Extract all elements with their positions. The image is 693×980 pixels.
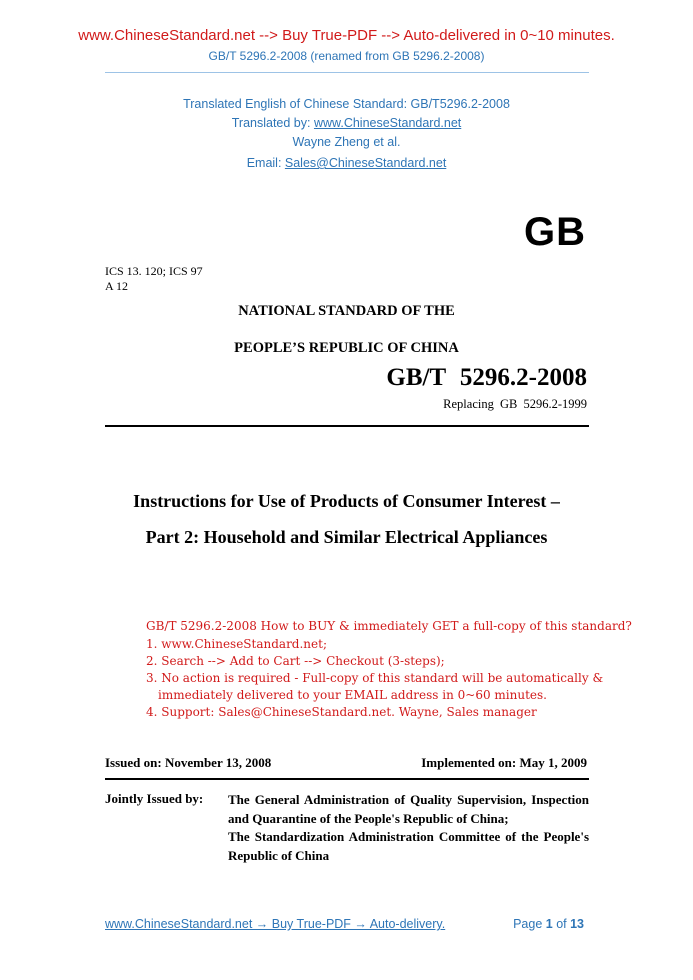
header-divider xyxy=(105,72,589,73)
gb-mark: GB xyxy=(524,210,586,254)
standard-number: GB/T 5296.2-2008 xyxy=(386,364,587,391)
issuer-aqsiq: The General Administration of Quality Supervision, Inspection and Quarantine of the People's Republic of China; xyxy=(228,792,589,826)
national-standard-line1: NATIONAL STANDARD OF THE xyxy=(238,303,455,319)
translated-by-label: Translated by: xyxy=(231,116,314,130)
page-total: 13 xyxy=(570,917,584,931)
page-number: 1 xyxy=(545,917,553,931)
translated-by-link[interactable]: www.ChineseStandard.net xyxy=(313,116,462,130)
jointly-issued-body xyxy=(228,791,589,865)
buy-info-item: 3. No action is required - Full-copy of this standard will be automatically & xyxy=(146,671,604,685)
top-banner: www.ChineseStandard.net --> Buy True-PDF --> Auto-delivered in 0~10 minutes. xyxy=(78,27,615,44)
email-line xyxy=(0,156,693,170)
issued-date: Issued on: November 13, 2008 xyxy=(105,755,272,770)
jointly-issued-label: Jointly Issued by: xyxy=(105,791,204,806)
ccs-code: A 12 xyxy=(105,279,129,293)
footer-link[interactable]: www.ChineseStandard.net → Buy True-PDF → Auto-delivery. xyxy=(105,917,446,931)
ics-code: ICS 13. 120; ICS 97 xyxy=(105,264,203,278)
title-divider xyxy=(105,425,589,427)
buy-info-item: 2. Search --> Add to Cart --> Checkout (3-steps); xyxy=(146,654,445,668)
replacing-note: Replacing GB 5296.2-1999 xyxy=(443,397,587,411)
document-title-line2: Part 2: Household and Similar Electrical Appliances xyxy=(145,527,548,547)
translated-by-line xyxy=(0,116,693,130)
email-link[interactable]: Sales@ChineseStandard.net xyxy=(284,156,447,170)
buy-info-item: 4. Support: Sales@ChineseStandard.net. Wayne, Sales manager xyxy=(146,705,537,719)
translation-title: Translated English of Chinese Standard: GB/T5296.2-2008 xyxy=(183,97,510,111)
implemented-date: Implemented on: May 1, 2009 xyxy=(421,755,587,770)
buy-info-block xyxy=(146,618,632,721)
issuer-sac: The Standardization Administration Committee of the People's Republic of China xyxy=(228,829,589,863)
buy-info-heading: GB/T 5296.2-2008 How to BUY & immediately GET a full-copy of this standard? xyxy=(146,619,632,633)
page-indicator xyxy=(513,917,584,931)
national-standard-line2: PEOPLE’S REPUBLIC OF CHINA xyxy=(234,340,459,356)
dates-divider xyxy=(105,778,589,780)
email-label: Email: xyxy=(246,156,285,170)
buy-info-item: immediately delivered to your EMAIL address in 0~60 minutes. xyxy=(158,688,547,702)
document-title-line1: Instructions for Use of Products of Consumer Interest – xyxy=(133,491,560,511)
translator-name: Wayne Zheng et al. xyxy=(292,135,401,149)
page-of-label: of xyxy=(552,917,571,931)
buy-info-item: 1. www.ChineseStandard.net; xyxy=(146,637,327,651)
page-label: Page xyxy=(513,917,546,931)
renamed-note: GB/T 5296.2-2008 (renamed from GB 5296.2-2008) xyxy=(208,49,485,63)
